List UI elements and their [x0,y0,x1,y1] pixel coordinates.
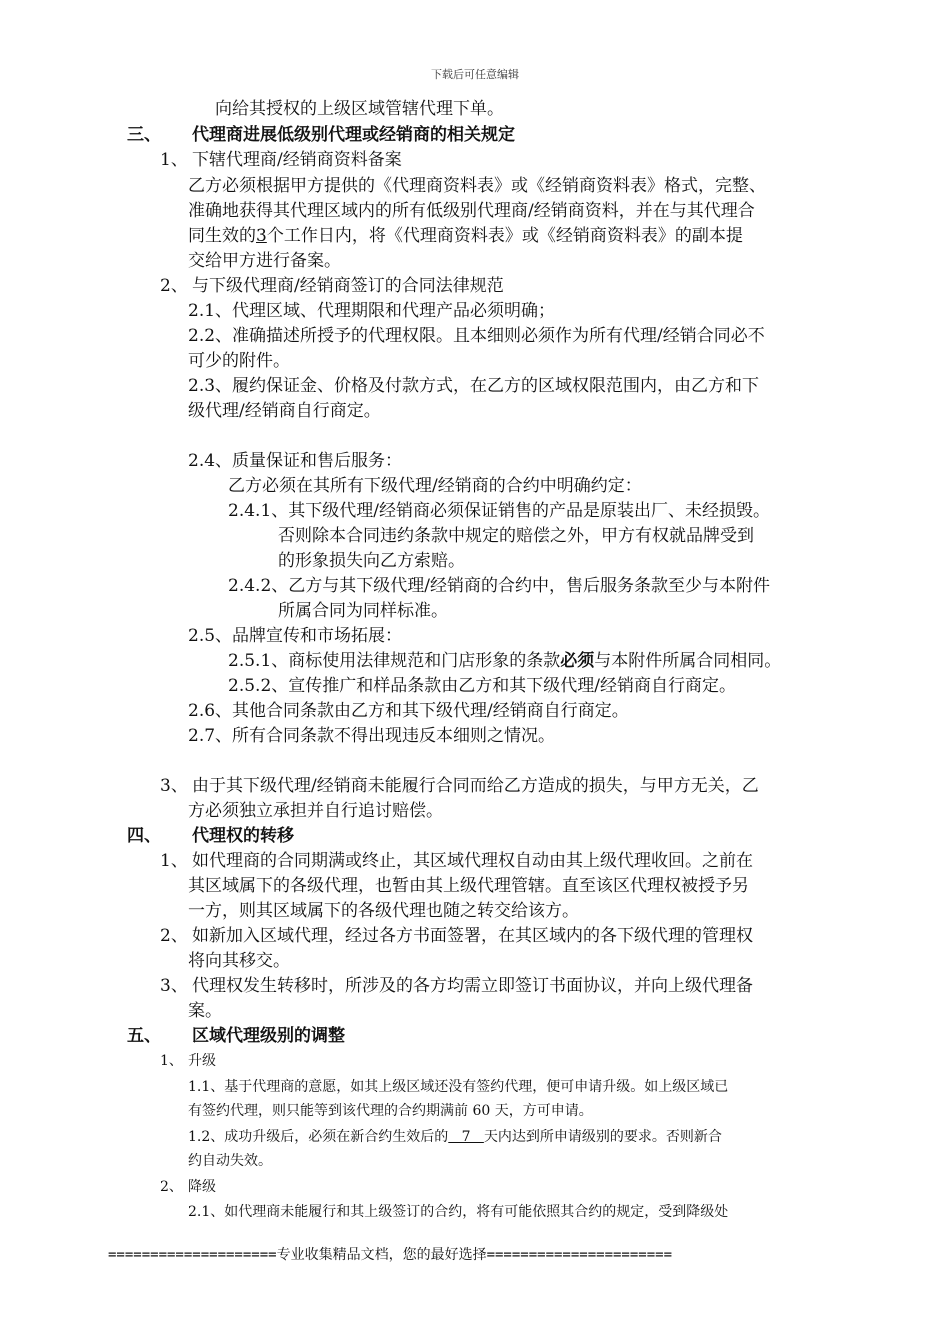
text-line: 2.4.1、其下级代理/经销商必须保证销售的产品是原装出厂、未经损毁。 [228,501,770,521]
item-number: 1、 [160,1053,183,1069]
item-title: 升级 [188,1053,216,1069]
text-line [228,650,781,672]
text-span: 1.2、成功升级后，必须在新合约生效后的 [188,1129,449,1145]
text-line: 准确地获得其代理区域内的所有低级别代理商/经销商资料，并在与其代理合 [188,201,755,221]
section-title: 区域代理级别的调整 [192,1026,345,1046]
text-line: 2.7、所有合同条款不得出现违反本细则之情况。 [188,726,556,746]
section-number: 三、 [127,125,161,145]
text-line: 代理权发生转移时，所涉及的各方均需立即签订书面协议，并向上级代理备 [192,976,753,996]
text-line: 方必须独立承担并自行追讨赔偿。 [188,801,443,821]
emphasis-text: 必须 [560,651,595,671]
text-span: 同生效的 [188,226,256,246]
section-number: 五、 [127,1026,161,1046]
text-line: 否则除本合同违约条款中规定的赔偿之外，甲方有权就品牌受到 [278,526,754,546]
item-number: 3、 [160,776,188,796]
text-line: 2.1、代理区域、代理期限和代理产品必须明确； [188,301,556,321]
text-line: 向给其授权的上级区域管辖代理下单。 [215,99,504,119]
text-line: 如代理商的合同期满或终止，其区域代理权自动由其上级代理收回。之前在 [192,851,753,871]
text-line [188,225,743,247]
text-line: 2.4、质量保证和售后服务： [188,451,403,471]
item-number: 3、 [160,976,188,996]
text-span: 2.5.1、商标使用法律规范和门店形象的条款 [228,651,561,671]
text-line: 2.4.2、乙方与其下级代理/经销商的合约中，售后服务条款至少与本附件 [228,576,770,596]
text-line: 有签约代理，则只能等到该代理的合约期满前 60 天，方可申请。 [188,1103,593,1119]
item-number: 2、 [160,276,188,296]
text-span: 天内达到所申请级别的要求。否则新合 [483,1129,722,1145]
text-line: 交给甲方进行备案。 [188,251,341,271]
item-title: 与下级代理商/经销商签订的合同法律规范 [192,276,504,296]
item-title: 下辖代理商/经销商资料备案 [192,150,402,170]
text-line: 2.1、如代理商未能履行和其上级签订的合约，将有可能依照其合约的规定，受到降级处 [188,1204,729,1220]
text-line: 2.5.2、宣传推广和样品条款由乙方和其下级代理/经销商自行商定。 [228,676,736,696]
underlined-value: 7 [448,1129,484,1145]
text-line: 案。 [188,1001,222,1021]
text-line: 乙方必须在其所有下级代理/经销商的合约中明确约定： [228,476,642,496]
text-line: 其区域属下的各级代理，也暂由其上级代理管辖。直至该区代理权被授予另 [188,876,749,896]
text-line: 2.3、履约保证金、价格及付款方式，在乙方的区域权限范围内，由乙方和下 [188,376,760,396]
text-span: 与本附件所属合同相同。 [594,651,782,671]
text-line: 如新加入区域代理，经过各方书面签署，在其区域内的各下级代理的管理权 [192,926,753,946]
text-line [188,1127,722,1147]
text-line: 将向其移交。 [188,951,290,971]
text-line: 1.1、基于代理商的意愿，如其上级区域还没有签约代理，便可申请升级。如上级区域已 [188,1079,729,1095]
text-line: 乙方必须根据甲方提供的《代理商资料表》或《经销商资料表》格式，完整、 [188,176,766,196]
page-header: 下载后可任意编辑 [431,68,519,81]
text-line: 2.2、准确描述所授予的代理权限。且本细则必须作为所有代理/经销合同必不 [188,326,765,346]
text-line: 级代理/经销商自行商定。 [188,401,381,421]
text-line: 由于其下级代理/经销商未能履行合同而给乙方造成的损失，与甲方无关，乙 [192,776,759,796]
text-line: 的形象损失向乙方索赔。 [278,551,465,571]
page-footer: ====================专业收集精品文档，您的最好选择====================== [108,1247,673,1263]
item-number: 2、 [160,926,188,946]
text-line: 可少的附件。 [188,351,290,371]
section-number: 四、 [127,826,161,846]
item-number: 1、 [160,150,188,170]
underlined-value: 3 [256,226,267,246]
text-span: 个工作日内，将《代理商资料表》或《经销商资料表》的副本提 [266,226,743,246]
section-title: 代理商进展低级别代理或经销商的相关规定 [192,125,515,145]
text-line: 所属合同为同样标准。 [278,601,448,621]
text-line: 约自动失效。 [188,1153,272,1169]
section-title: 代理权的转移 [192,826,294,846]
item-number: 1、 [160,851,188,871]
text-line: 2.5、品牌宣传和市场拓展： [188,626,403,646]
item-title: 降级 [188,1179,216,1195]
item-number: 2、 [160,1179,183,1195]
text-line: 2.6、其他合同条款由乙方和其下级代理/经销商自行商定。 [188,701,629,721]
text-line: 一方，则其区域属下的各级代理也随之转交给该方。 [188,901,579,921]
